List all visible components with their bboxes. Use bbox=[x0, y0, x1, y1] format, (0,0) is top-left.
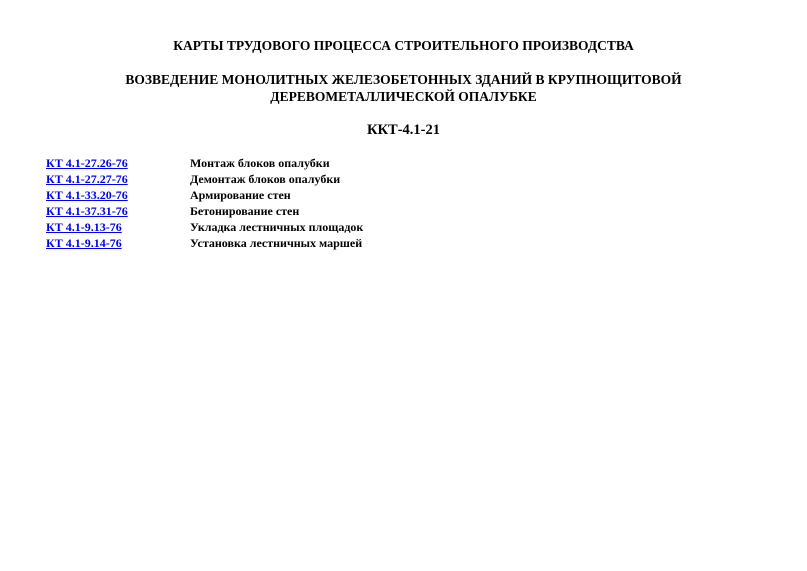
toc-row bbox=[46, 235, 546, 251]
toc-title: Бетонирование стен bbox=[190, 204, 300, 218]
toc-title: Укладка лестничных площадок bbox=[190, 220, 364, 234]
toc-link[interactable]: КТ 4.1-37.31-76 bbox=[46, 204, 128, 218]
toc-row bbox=[46, 203, 546, 219]
toc-link[interactable]: КТ 4.1-33.20-76 bbox=[46, 188, 128, 202]
subtitle bbox=[0, 71, 807, 105]
toc-link[interactable]: КТ 4.1-27.27-76 bbox=[46, 172, 128, 186]
main-title: КАРТЫ ТРУДОВОГО ПРОЦЕССА СТРОИТЕЛЬНОГО ПРОИЗВОДСТВА bbox=[173, 38, 634, 53]
subtitle-line-2: ДЕРЕВОМЕТАЛЛИЧЕСКОЙ ОПАЛУБКЕ bbox=[270, 89, 537, 104]
table-of-contents bbox=[46, 155, 546, 251]
subtitle-line-1: ВОЗВЕДЕНИЕ МОНОЛИТНЫХ ЖЕЛЕЗОБЕТОННЫХ ЗДАНИЙ В КРУПНОЩИТОВОЙ bbox=[125, 72, 682, 87]
toc-row bbox=[46, 219, 546, 235]
toc-link[interactable]: КТ 4.1-27.26-76 bbox=[46, 156, 128, 170]
document-code: ККТ-4.1-21 bbox=[367, 122, 440, 138]
toc-title: Армирование стен bbox=[190, 188, 291, 202]
toc-link[interactable]: КТ 4.1-9.14-76 bbox=[46, 236, 122, 250]
toc-link[interactable]: КТ 4.1-9.13-76 bbox=[46, 220, 122, 234]
toc-title: Монтаж блоков опалубки bbox=[190, 156, 330, 170]
toc-row bbox=[46, 171, 546, 187]
toc-title: Установка лестничных маршей bbox=[190, 236, 363, 250]
toc-row bbox=[46, 187, 546, 203]
toc-row bbox=[46, 155, 546, 171]
toc-title: Демонтаж блоков опалубки bbox=[190, 172, 341, 186]
